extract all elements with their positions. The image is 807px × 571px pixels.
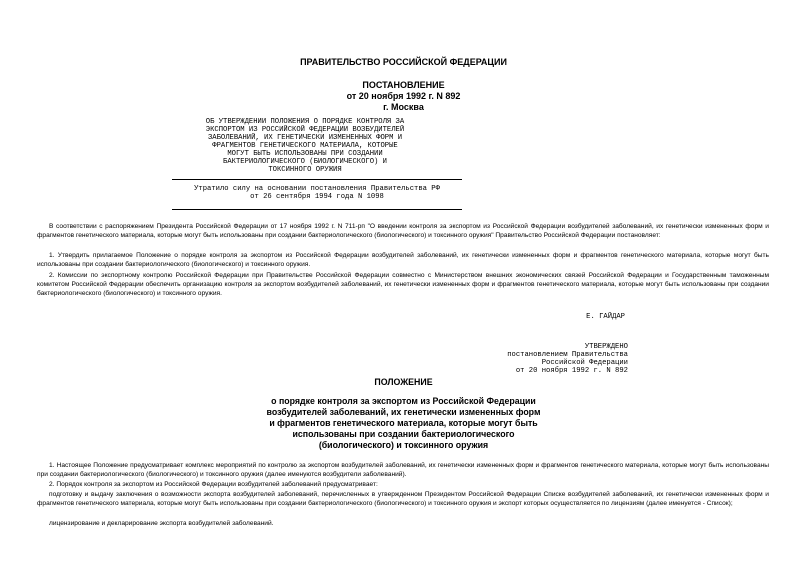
subject-line: МОГУТ БЫТЬ ИСПОЛЬЗОВАНЫ ПРИ СОЗДАНИИ (227, 150, 383, 158)
approval-line: постановлением Правительства (507, 351, 628, 359)
government-name: ПРАВИТЕЛЬСТВО РОССИЙСКОЙ ФЕДЕРАЦИИ (300, 57, 507, 67)
document-city: г. Москва (383, 102, 424, 112)
approval-line: Российской Федерации (541, 359, 628, 367)
document-type: ПОСТАНОВЛЕНИЕ (362, 80, 445, 90)
regulation-item-1: 1. Настоящее Положение предусматривает комплекс мероприятий по контролю за экспортом возбудителей заболеваний, их генетически измененных форм и фрагментов генетического материала, которые могут быть использованы при создании бактериологического (биологического) и токсинного оружия (далее именуются возбудители заболеваний). (37, 462, 769, 478)
subject-line: ЭКСПОРТОМ ИЗ РОССИЙСКОЙ ФЕДЕРАЦИИ ВОЗБУДИТЕЛЕЙ (205, 126, 405, 134)
approval-line: УТВЕРЖДЕНО (584, 343, 628, 351)
subject-block (180, 118, 430, 174)
preamble-paragraph: В соответствии с распоряжением Президента Российской Федерации от 17 ноября 1992 г. N 711-рп "О введении контроля за экспортом из Российской Федерации возбудителей заболеваний, их генетически измененных форм и фрагментов генетического материала, которые могут быть использованы при создании бактериологического (биологического) и токсинного оружия" Правительство Российской Федерации постановляет: (37, 223, 769, 239)
regulation-item-2a: подготовку и выдачу заключения о возможности экспорта возбудителей заболеваний, перечисленных в утвержденном Президентом Российской Федерации Списке возбудителей заболеваний, их генетически измененных форм и фрагментов генетического материала, которые могут быть использованы при создании бактериологического (биологического) и токсинного оружия и экспорт которых осуществляется по лицензиям (далее именуется - Список); (37, 491, 769, 507)
approval-block (480, 343, 628, 375)
regulation-subtitle-line: о порядке контроля за экспортом из Российской Федерации (271, 396, 536, 406)
subject-line: ТОКСИННОГО ОРУЖИЯ (268, 166, 342, 174)
regulation-subtitle-line: и фрагментов генетического материала, которые могут быть (269, 418, 538, 428)
regulation-subtitle-line: возбудителей заболеваний, их генетически измененных форм (266, 407, 541, 417)
regulation-subtitle (0, 396, 807, 451)
divider-top (172, 179, 462, 180)
subject-line: ФРАГМЕНТОВ ГЕНЕТИЧЕСКОГО МАТЕРИАЛА, КОТОРЫЕ (212, 142, 398, 150)
regulation-item-2: 2. Порядок контроля за экспортом из Российской Федерации возбудителей заболеваний предусматривает: (49, 481, 378, 488)
regulation-item-2b: лицензирование и декларирование экспорта возбудителей заболеваний. (49, 520, 274, 527)
decree-paragraph-1: 1. Утвердить прилагаемое Положение о порядке контроля за экспортом из Российской Федерации возбудителей заболеваний, их генетически измененных форм и фрагментов генетического материала, которые могут быть использованы при создании бактериологического (биологического) и токсинного оружия. (37, 252, 769, 268)
signature: Е. ГАЙДАР (586, 313, 625, 321)
decree-paragraph-2: 2. Комиссии по экспортному контролю Российской Федерации при Правительстве Российской Федерации совместно с Министерством внешних экономических связей Российской Федерации и Государственным таможенным комитетом Российской Федерации обеспечить организацию контроля за экспортом возбудителей заболеваний, их генетически измененных форм и фрагментов генетического материала, которые могут быть использованы при создании бактериологического (биологического) и токсинного оружия. (37, 272, 769, 297)
status-line: Утратило силу на основании постановления Правительства РФ (194, 185, 440, 193)
status-line: от 26 сентября 1994 года N 1098 (250, 193, 384, 201)
subject-line: ОБ УТВЕРЖДЕНИИ ПОЛОЖЕНИЯ О ПОРЯДКЕ КОНТРОЛЯ ЗА (205, 118, 405, 126)
approval-line: от 20 ноября 1992 г. N 892 (515, 367, 628, 375)
subject-line: ЗАБОЛЕВАНИЙ, ИХ ГЕНЕТИЧЕСКИ ИЗМЕНЕННЫХ ФОРМ И (207, 134, 403, 142)
regulation-title: ПОЛОЖЕНИЕ (374, 377, 433, 387)
document-date-number: от 20 ноября 1992 г. N 892 (346, 91, 461, 101)
subject-line: БАКТЕРИОЛОГИЧЕСКОГО (БИОЛОГИЧЕСКОГО) И (223, 158, 387, 166)
regulation-subtitle-line: (биологического) и токсинного оружия (318, 440, 489, 450)
regulation-subtitle-line: использованы при создании бактериологического (292, 429, 515, 439)
status-block (172, 185, 462, 201)
divider-bottom (172, 209, 462, 210)
